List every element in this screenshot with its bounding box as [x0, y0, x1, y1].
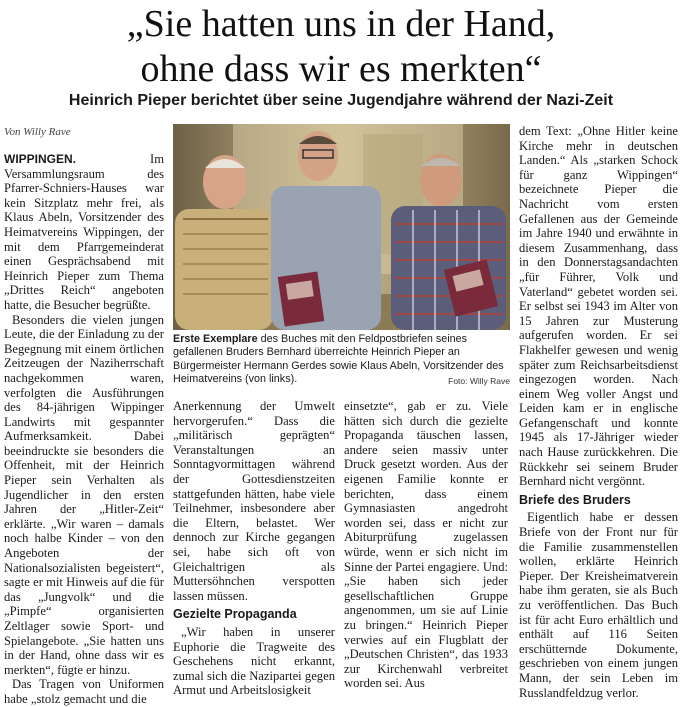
- paragraph-5: „Wir haben in unserer Euphorie die Tragweite des Geschehens nicht erkannt, zumal sich die Nazipartei gegen Armut und Arbeitslosigkeit: [173, 624, 335, 698]
- article-column-2: [173, 399, 335, 698]
- headline: [0, 2, 682, 92]
- photo-credit: Foto: Willy Rave: [448, 376, 510, 387]
- photo-three-men-with-books: [173, 124, 510, 330]
- paragraph-4: Anerkennung der Umwelt hervorgerufen.“ Dass die „militärisch geprägten“ Veranstaltungen an Sonntagvormittagen während der Gottesdienstzeiten stattgefunden hätten, habe viele Teilnehmer, insbesondere aber die Eltern, belastet. Wer dennoch zur Kirche gegangen sei, habe sich oft von Gleichaltrigen als Muttersöhnchen verspotten lassen müssen.: [173, 399, 335, 603]
- caption-text: des Buches mit den Feldpostbriefen seines gefallenen Bruders Bernhard überreichte Heinrich Pieper an Bürgermeister Hermann Gerdes sowie Klaus Abeln, Vorsitzender des Heimatvereins (von links).: [173, 333, 504, 386]
- subhead-gezielte-propaganda: Gezielte Propaganda: [173, 607, 297, 622]
- article-column-3: [344, 399, 508, 691]
- paragraph-6: einsetzte“, gab er zu. Viele hätten sich durch die gezielte Propaganda täuschen lassen, andere seien massiv unter Druck gesetzt worden. Aus der eigenen Familie konnte er berichten, dass einem Gymnasiasten angedroht worden sei, dass er nicht zur Abiturprüfung zugelassen würde, wenn er sich nicht im Sinne der Partei engagiere. Und: „Sie haben sich jeder gesellschaftlichen Gruppe angenommen, um sie auf Linie zu bringen.“ Heinrich Pieper verwies auf ein Flugblatt der „Deutschen Christen“, das 1933 zur Kirchenwahl verbreitet worden sei. Aus: [344, 399, 509, 691]
- paragraph-7: dem Text: „Ohne Hitler keine Kirche mehr in deutschen Landen.“ Als „starken Schock für ganz Wippingen“ bezeichnete Pieper die Nachricht vom ersten Gefallenen aus der Gemeinde im Jahre 1940 und erwähnte in diesem Zusammenhang, dass in den Donnerstagsandachten „für Führer, Volk und Vaterland“ gebetet worden sei. Er selbst sei 1943 im Alter von 15 Jahren zur Musterung aufgerufen worden. Er sei Flakhelfer gewesen und wenig später zum Reichsarbeitsdienst eingezogen worden. Nach einem Weg voller Angst und Leiden kam er in englische Gefangenschaft und konnte 1945 als 17-Jähriger wieder nach Hause zurückkehren. Die Rückkehr sei seinem Bruder Bernhard nicht vergönnt.: [519, 124, 678, 489]
- paragraph-1: WIPPINGEN. Im Versammlungsraum des Pfarrer-Schniers-Hauses war kein Sitzplatz mehr frei, als Klaus Abeln, Vorsitzender des Heimatvereins Wippingen, der mit dem Pfarrgemeinderat einen Gesprächsabend mit Heinrich Pieper zum Thema „Drittes Reich“ angeboten hatte, die Besucher begrüßte.: [4, 152, 164, 312]
- headline-line-2: ohne dass wir es merkten“: [140, 48, 542, 90]
- paragraph-2: Besonders die vielen jungen Leute, die der Einladung zu der Begegnung mit einem örtlichen Zeitzeugen der Naziherrschaft nachgekommen waren, verfolgten die Ausführungen des 84-jährigen Wippinger Landwirts mit gespannter Aufmerksamkeit. Dabei beeindruckte sie besonders die Offenheit, mit der Heinrich Pieper sein Verhalten als Jugendlicher in den ersten Jahren der „Hitler-Zeit“ erklärte. „Wir waren – damals noch halbe Kinder – von den Angeboten der Nationalsozialisten begeistert“, sagte er mit Hinweis auf die für das „Jungvolk“ und die „Pimpfe“ organisierten Zeltlager sowie Sport- und Spielangebote. „Sie hatten uns in der Hand, ohne dass wir es merkten“, fügte er hinzu.: [4, 312, 164, 677]
- subhead-briefe-des-bruders: Briefe des Bruders: [519, 492, 631, 507]
- photo-caption: [173, 333, 510, 389]
- paragraph-8: Eigentlich habe er dessen Briefe von der Front nur für die Familie zusammenstellen wollen, erklärte Heinrich Pieper. Der Kreisheimatverein habe ihm geraten, sie als Buch zu veröffentlichen. Das Buch ist für acht Euro erhältlich und enthält auf 116 Seiten erschütternde Dokumente, geschrieben von einem jungen Mann, der sein Leben im Russlandfeldzug verlor.: [519, 510, 678, 700]
- dateline: WIPPINGEN.: [4, 152, 77, 166]
- article-photo: [173, 124, 510, 330]
- caption-lead: Erste Exemplare: [173, 333, 258, 345]
- byline: Von Willy Rave: [4, 126, 71, 138]
- article-column-1: [4, 152, 164, 707]
- article-column-4: [519, 124, 678, 700]
- headline-line-1: „Sie hatten uns in der Hand,: [126, 3, 556, 45]
- paragraph-3: Das Tragen von Uniformen habe „stolz gemacht und die: [4, 677, 164, 706]
- subheadline: Heinrich Pieper berichtet über seine Jugendjahre während der Nazi-Zeit: [68, 92, 614, 109]
